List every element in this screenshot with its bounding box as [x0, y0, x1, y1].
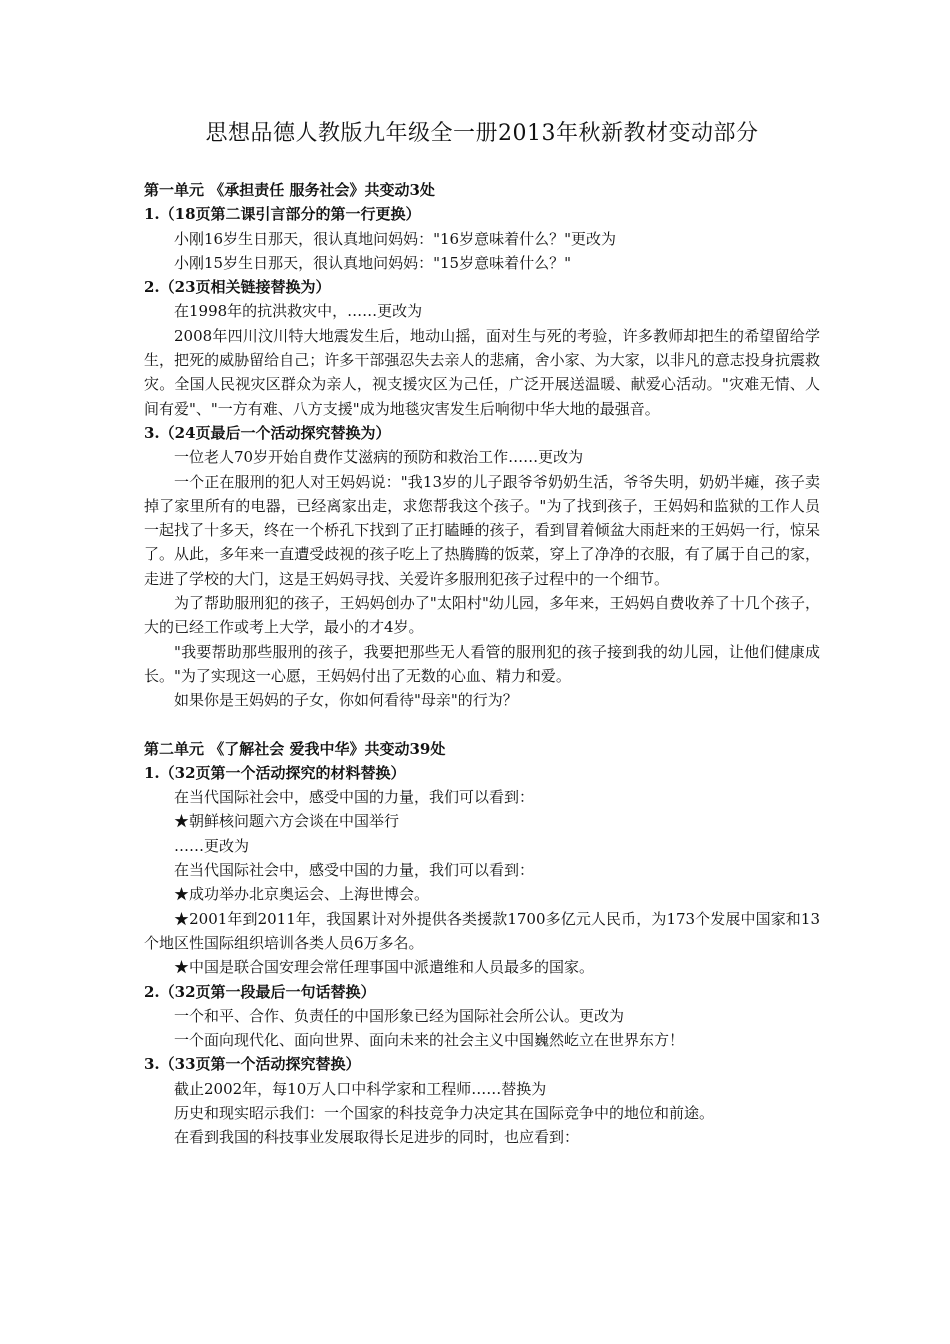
bullet-paragraph: ★中国是联合国安理会常任理事国中派遣维和人员最多的国家。 — [174, 958, 595, 977]
item-heading: 2.（32页第一段最后一句话替换） — [144, 982, 376, 1001]
paragraph: 2008年四川汶川特大地震发生后，地动山摇，面对生与死的考验，许多教师却把生的希望留给学生，把死的威胁留给自己；许多干部强忍失去亲人的悲痛，舍小家、为大家，以非凡的意志投身抗震救灾。全国人民视灾区群众为亲人，视支援灾区为己任，广泛开展送温暖、献爱心活动。"灾难无情、人间有爱"、"一方有难、八方支援"成为地毯灾害发生后响彻中华大地的最强音。 — [144, 326, 820, 418]
paragraph: 截止2002年，每10万人口中科学家和工程师……替换为 — [174, 1079, 547, 1098]
unit-1-heading: 第一单元 《承担责任 服务社会》共变动3处 — [144, 181, 435, 199]
item-heading: 2.（23页相关链接替换为） — [144, 278, 331, 297]
paragraph: 为了帮助服刑犯的孩子，王妈妈创办了"太阳村"幼儿园，多年来，王妈妈自费收养了十几个孩子，大的已经工作或考上大学，最小的才4岁。 — [144, 594, 820, 637]
paragraph: 小刚16岁生日那天，很认真地问妈妈："16岁意味着什么？"更改为 — [174, 229, 616, 248]
unit-2-item-3 — [144, 1052, 820, 1149]
paragraph: 如果你是王妈妈的子女，你如何看待"母亲"的行为？ — [174, 691, 518, 710]
section-spacer — [144, 713, 820, 737]
unit-2-item-1 — [144, 761, 820, 980]
unit-1-item-2 — [144, 275, 820, 421]
paragraph: 一个面向现代化、面向世界、面向未来的社会主义中国巍然屹立在世界东方！ — [174, 1031, 685, 1050]
paragraph: 在看到我国的科技事业发展取得长足进步的同时，也应看到： — [174, 1128, 580, 1147]
item-heading: 1.（18页第二课引言部分的第一行更换） — [144, 205, 421, 224]
paragraph: 一个和平、合作、负责任的中国形象已经为国际社会所公认。更改为 — [174, 1006, 625, 1025]
paragraph: ……更改为 — [174, 836, 250, 855]
item-heading: 1.（32页第一个活动探究的材料替换） — [144, 763, 406, 782]
unit-2-heading: 第二单元 《了解社会 爱我中华》共变动39处 — [144, 739, 446, 758]
unit-1-section — [144, 178, 820, 713]
unit-1-item-3 — [144, 421, 820, 713]
bullet-paragraph: ★朝鲜核问题六方会谈在中国举行 — [174, 812, 400, 831]
paragraph: 在当代国际社会中，感受中国的力量，我们可以看到： — [174, 788, 535, 807]
item-heading: 3.（33页第一个活动探究替换） — [144, 1055, 361, 1074]
unit-2-section — [144, 737, 820, 1150]
unit-2-item-2 — [144, 980, 820, 1053]
paragraph: 在1998年的抗洪救灾中，……更改为 — [174, 302, 423, 321]
paragraph: 一位老人70岁开始自费作艾滋病的预防和救治工作……更改为 — [174, 448, 584, 467]
paragraph: 历史和现实昭示我们：一个国家的科技竞争力决定其在国际竞争中的地位和前途。 — [174, 1103, 715, 1122]
bullet-paragraph: ★成功举办北京奥运会、上海世博会。 — [174, 885, 430, 904]
document-title: 思想品德人教版九年级全一册2013年秋新教材变动部分 — [205, 121, 759, 146]
bullet-paragraph: ★2001年到2011年，我国累计对外提供各类援款1700多亿元人民币，为173个发展中国家和13个地区性国际组织培训各类人员6万多名。 — [144, 909, 820, 952]
paragraph: 一个正在服刑的犯人对王妈妈说："我13岁的儿子跟爷爷奶奶生活，爷爷失明，奶奶半瘫，孩子卖掉了家里所有的电器，已经离家出走，求您帮我这个孩子。"为了找到孩子，王妈妈和监狱的工作人员一起找了十多天，终在一个桥孔下找到了正打瞌睡的孩子，看到冒着倾盆大雨赶来的王妈妈一行，惊呆了。从此，多年来一直遭受歧视的孩子吃上了热腾腾的饭菜，穿上了净净的衣服，有了属于自己的家，走进了学校的大门，这是王妈妈寻找、关爱许多服刑犯孩子过程中的一个细节。 — [144, 472, 820, 588]
paragraph: 小刚15岁生日那天，很认真地问妈妈："15岁意味着什么？" — [174, 253, 571, 272]
unit-1-item-1 — [144, 202, 820, 275]
item-heading: 3.（24页最后一个活动探究替换为） — [144, 423, 391, 442]
paragraph: 在当代国际社会中，感受中国的力量，我们可以看到： — [174, 861, 535, 880]
paragraph: "我要帮助那些服刑的孩子，我要把那些无人看管的服刑犯的孩子接到我的幼儿园，让他们健康成长。"为了实现这一心愿，王妈妈付出了无数的心血、精力和爱。 — [144, 642, 820, 685]
